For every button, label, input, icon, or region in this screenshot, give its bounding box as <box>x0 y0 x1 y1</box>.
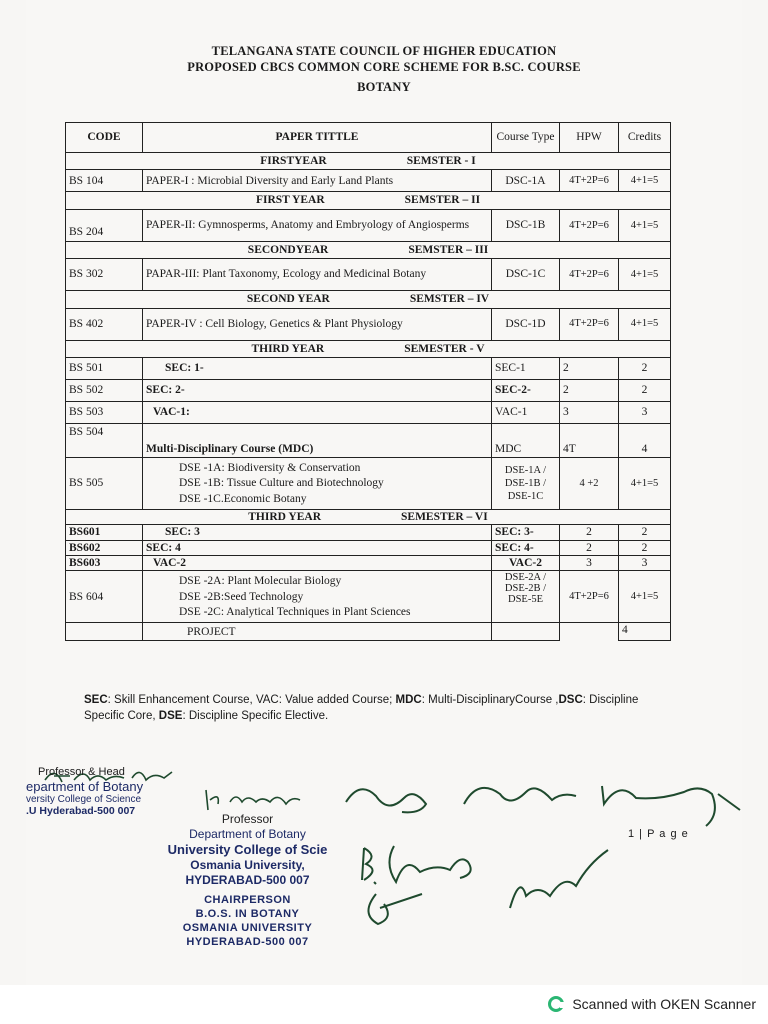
stamp-line: Professor <box>221 812 274 826</box>
hpw: 4T <box>560 423 619 457</box>
legend-text: : Skill Enhancement Course, VAC: Value added Course; <box>107 694 396 706</box>
course-code: BS 402 <box>66 308 143 340</box>
hpw: 3 <box>560 401 619 423</box>
course-type: DSC-1B <box>492 209 560 241</box>
hpw: 4T+2P=6 <box>560 571 619 623</box>
stamp-line: CHAIRPERSON <box>204 894 291 907</box>
semester-row <box>66 340 671 357</box>
scanner-logo-icon <box>548 996 564 1012</box>
hpw: 3 <box>560 556 619 571</box>
dse-type: DSE-2B / <box>504 583 547 595</box>
course-type: SEC: 3- <box>492 525 560 540</box>
legend-abbr: MDC <box>395 694 422 706</box>
stamp-line: Department of Botany <box>189 827 306 841</box>
stamp-line: versity College of Science <box>26 794 142 805</box>
abbreviation-legend <box>84 692 644 724</box>
course-type: DSC-1C <box>492 259 560 291</box>
hpw: 2 <box>560 379 619 401</box>
paper-title: PAPER-IV : Cell Biology, Genetics & Plant Physiology <box>143 308 492 340</box>
hpw: 2 <box>560 540 619 555</box>
table-row <box>66 525 671 540</box>
credits: 2 <box>619 379 671 401</box>
dse-types <box>492 571 560 623</box>
credits: 3 <box>619 556 671 571</box>
semester-row <box>66 192 671 209</box>
legend-abbr: DSE <box>158 710 183 723</box>
course-type: SEC-1 <box>492 357 560 379</box>
course-code: BS 204 <box>66 209 143 241</box>
col-header-code: CODE <box>66 123 143 153</box>
dse-types <box>492 457 560 509</box>
table-row <box>66 556 671 571</box>
dse-option: DSE -1A: Biodiversity & Conservation <box>179 461 361 474</box>
signatures-members-row2 <box>350 834 630 934</box>
col-header-title: PAPER TITTLE <box>143 123 492 153</box>
paper-title: PAPAR-III: Plant Taxonomy, Ecology and Medicinal Botany <box>143 259 492 291</box>
hpw: 2 <box>560 525 619 540</box>
credits: 2 <box>619 525 671 540</box>
head-of-department-stamp <box>26 766 143 817</box>
hpw: 4 +2 <box>560 457 619 509</box>
table-row <box>66 423 671 457</box>
course-scheme-table <box>65 122 671 641</box>
semester-row <box>66 241 671 258</box>
credits: 4+1=5 <box>619 170 671 192</box>
table-row <box>66 357 671 379</box>
dse-options <box>143 457 492 509</box>
dse-type: DSE-1B / <box>504 477 547 489</box>
course-code: BS 501 <box>66 357 143 379</box>
dse-option: DSE -2B:Seed Technology <box>179 590 304 603</box>
signatures-members-row1 <box>340 774 760 834</box>
stamp-line: B.O.S. IN BOTANY <box>195 908 300 920</box>
credits: 3 <box>619 401 671 423</box>
paper-title: Multi-Disciplinary Course (MDC) <box>143 423 492 457</box>
course-code: BS 505 <box>66 457 143 509</box>
table-row <box>66 401 671 423</box>
legend-text: : Discipline Specific Elective. <box>182 710 329 723</box>
hpw: 4T+2P=6 <box>560 308 619 340</box>
signature-professor <box>200 784 310 814</box>
course-code: BS 504 <box>66 423 143 457</box>
semester-label: SEMESTER - V <box>404 342 485 355</box>
credits: 4 <box>619 623 671 641</box>
year-label: SECONDYEAR <box>247 243 329 256</box>
empty-cell <box>66 623 143 641</box>
paper-title: SEC: 2- <box>143 379 492 401</box>
dse-option: DSE -2C: Analytical Techniques in Plant Sciences <box>179 606 411 619</box>
year-label: THIRD YEAR <box>251 342 325 355</box>
course-type: VAC-1 <box>492 401 560 423</box>
credits: 4 <box>619 423 671 457</box>
course-code: BS 502 <box>66 379 143 401</box>
semester-label: SEMSTER – II <box>404 194 481 207</box>
dse-option: DSE -1C.Economic Botany <box>179 492 307 505</box>
project-row <box>66 623 671 641</box>
table-header-row <box>66 123 671 153</box>
dse-options <box>143 571 492 623</box>
credits: 4+1=5 <box>619 571 671 623</box>
semester-label: SEMSTER - I <box>406 155 476 167</box>
paper-title: SEC: 1- <box>143 357 492 379</box>
paper-title: SEC: 4 <box>143 540 492 555</box>
credits: 4+1=5 <box>619 259 671 291</box>
course-type: DSC-1A <box>492 170 560 192</box>
semester-row <box>66 153 671 170</box>
dse-row <box>66 457 671 509</box>
stamp-line: HYDERABAD-500 007 <box>185 873 310 888</box>
paper-title: VAC-2 <box>143 556 492 571</box>
course-type: MDC <box>492 423 560 457</box>
stamp-line: OSMANIA UNIVERSITY <box>182 921 313 934</box>
stamp-line: University College of Scie <box>167 842 328 857</box>
scanner-footer <box>0 985 768 1024</box>
table-row <box>66 540 671 555</box>
dse-type: DSE-1C <box>507 490 544 502</box>
legend-text: : Discipline Specific Core, <box>84 694 639 723</box>
course-code: BS 302 <box>66 259 143 291</box>
course-code: BS 503 <box>66 401 143 423</box>
course-type: SEC: 4- <box>492 540 560 555</box>
course-code: BS 104 <box>66 170 143 192</box>
course-code: BS602 <box>66 540 143 555</box>
legend-text: : Multi-DisciplinaryCourse , <box>421 694 559 706</box>
table-row <box>66 379 671 401</box>
credits: 4+1=5 <box>619 308 671 340</box>
paper-title: PAPER-I : Microbial Diversity and Early Land Plants <box>143 170 492 192</box>
stamp-line: .U Hyderabad-500 007 <box>26 805 136 817</box>
scanner-label: Scanned with OKEN Scanner <box>572 996 756 1012</box>
semester-row <box>66 509 671 524</box>
hpw: 2 <box>560 357 619 379</box>
project-title: PROJECT <box>143 623 492 641</box>
table-row <box>66 209 671 241</box>
scheme-heading: PROPOSED CBCS COMMON CORE SCHEME FOR B.SC. COURSE <box>187 60 581 74</box>
stamp-line: Osmania University, <box>190 858 305 873</box>
year-label: SECOND YEAR <box>246 293 330 306</box>
course-code: BS601 <box>66 525 143 540</box>
semester-label: SEMESTER – VI <box>401 510 488 523</box>
hpw: 4T+2P=6 <box>560 209 619 241</box>
credits: 4+1=5 <box>619 209 671 241</box>
course-type: VAC-2 <box>492 556 560 571</box>
council-heading: TELANGANA STATE COUNCIL OF HIGHER EDUCATION <box>211 44 557 58</box>
scanner-watermark <box>548 996 756 1012</box>
year-label: FIRSTYEAR <box>260 155 327 167</box>
table-row <box>66 259 671 291</box>
paper-title: VAC-1: <box>143 401 492 423</box>
empty-cell <box>492 623 560 641</box>
subject-heading: BOTANY <box>357 80 411 94</box>
dse-type: DSE-2A / <box>504 572 547 584</box>
hpw: 4T+2P=6 <box>560 170 619 192</box>
stamp-line: epartment of Botany <box>26 779 144 794</box>
page-number: 1 | P a g e <box>628 828 689 840</box>
stamp-line: Professor & Head <box>38 766 125 778</box>
hpw: 4T+2P=6 <box>560 259 619 291</box>
legend-abbr: DSC <box>558 694 583 706</box>
year-label: FIRST YEAR <box>255 194 325 207</box>
stamp-line: HYDERABAD-500 007 <box>186 935 309 948</box>
dse-option: DSE -1B: Tissue Culture and Biotechnology <box>179 477 384 490</box>
empty-cell <box>560 623 619 641</box>
semester-row <box>66 291 671 308</box>
course-code: BS 604 <box>66 571 143 623</box>
dse-option: DSE -2A: Plant Molecular Biology <box>179 575 342 588</box>
chairperson-stamp <box>160 812 335 949</box>
course-code: BS603 <box>66 556 143 571</box>
dse-row <box>66 571 671 623</box>
table-row <box>66 308 671 340</box>
credits: 2 <box>619 357 671 379</box>
semester-label: SEMSTER – III <box>408 243 489 256</box>
credits: 2 <box>619 540 671 555</box>
year-label: THIRD YEAR <box>248 510 321 523</box>
dse-type: DSE-5E <box>508 594 543 606</box>
table-row <box>66 170 671 192</box>
paper-title: SEC: 3 <box>143 525 492 540</box>
course-type: DSC-1D <box>492 308 560 340</box>
col-header-hpw: HPW <box>560 123 619 153</box>
semester-label: SEMSTER – IV <box>409 293 490 306</box>
col-header-type: Course Type <box>492 123 560 153</box>
credits: 4+1=5 <box>619 457 671 509</box>
dse-type: DSE-1A / <box>504 464 547 476</box>
course-type: SEC-2- <box>492 379 560 401</box>
paper-title: PAPER-II: Gymnosperms, Anatomy and Embryology of Angiosperms <box>143 209 492 241</box>
legend-abbr: SEC <box>84 694 108 706</box>
col-header-credits: Credits <box>619 123 671 153</box>
